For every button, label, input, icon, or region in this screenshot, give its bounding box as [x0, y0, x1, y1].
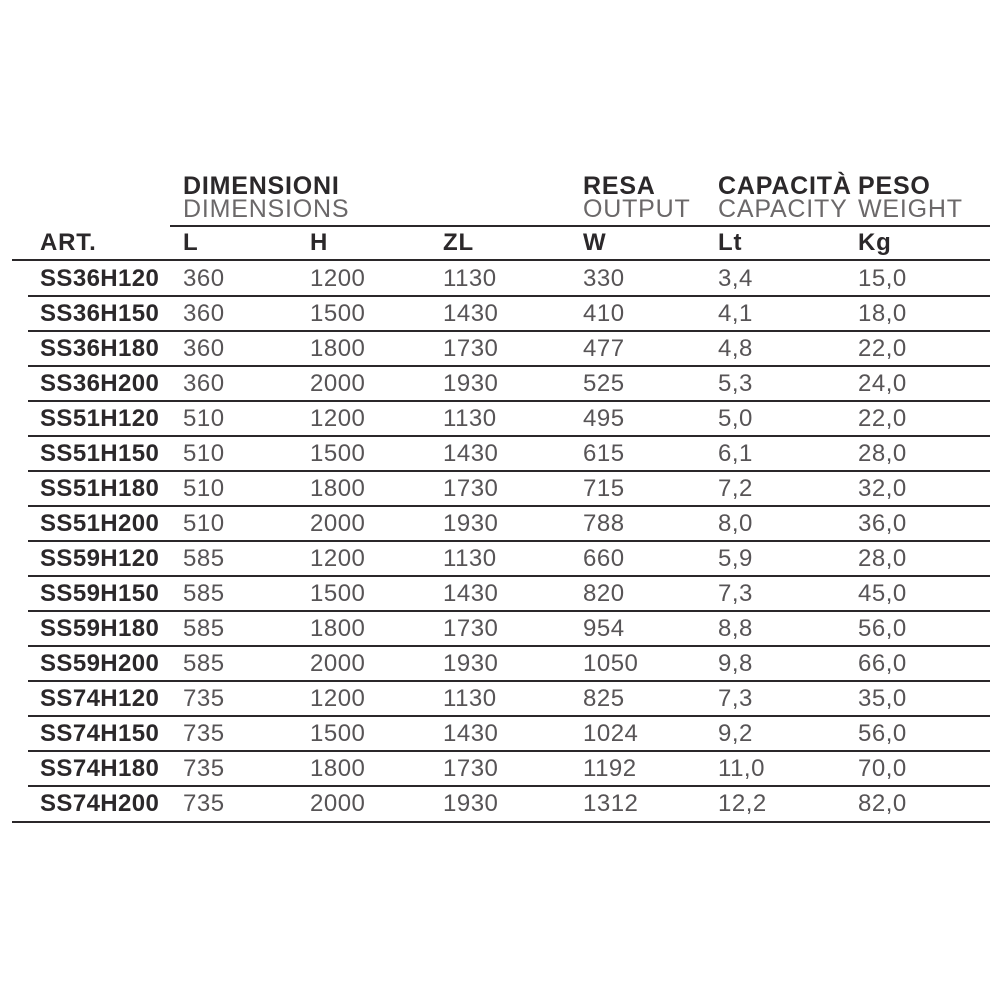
cell-capacity-lt: 8,8: [718, 614, 753, 642]
cell-capacity-lt: 7,3: [718, 684, 753, 712]
cell-weight-kg: 70,0: [858, 754, 907, 782]
column-group-weight: [845, 170, 990, 227]
column-group-dimensions: [170, 170, 570, 227]
cell-output-w: 525: [583, 369, 625, 397]
table-row: [12, 331, 990, 366]
cell-dimension-h: 1200: [310, 264, 366, 292]
table-row: [12, 436, 990, 471]
cell-weight-kg: 22,0: [858, 404, 907, 432]
cell-dimension-zl: 1430: [443, 719, 499, 747]
table-row: [12, 716, 990, 751]
cell-dimension-zl: 1130: [443, 264, 497, 292]
cell-dimension-h: 2000: [310, 649, 366, 677]
cell-dimension-zl: 1430: [443, 579, 499, 607]
cell-article-code: SS59H180: [40, 614, 160, 642]
cell-dimension-l: 585: [183, 579, 225, 607]
cell-dimension-h: 1800: [310, 474, 366, 502]
cell-weight-kg: 35,0: [858, 684, 907, 712]
group-weight-label-it: PESO: [858, 172, 931, 200]
cell-output-w: 1050: [583, 649, 639, 677]
column-header-h: H: [310, 229, 329, 256]
product-spec-table: [12, 170, 990, 823]
cell-capacity-lt: 4,1: [718, 299, 753, 327]
cell-dimension-h: 1800: [310, 754, 366, 782]
cell-dimension-h: 1500: [310, 719, 366, 747]
group-weight-label-en: WEIGHT: [858, 195, 963, 223]
table-row: [12, 646, 990, 681]
column-header-kg: Kg: [858, 229, 892, 256]
cell-capacity-lt: 4,8: [718, 334, 753, 362]
cell-capacity-lt: 9,8: [718, 649, 753, 677]
table-row: [12, 681, 990, 716]
cell-article-code: SS74H150: [40, 719, 160, 747]
cell-dimension-h: 1800: [310, 614, 366, 642]
cell-dimension-h: 1200: [310, 684, 366, 712]
group-dimensions-label-en: DIMENSIONS: [183, 195, 350, 223]
table-row: [12, 401, 990, 436]
cell-weight-kg: 66,0: [858, 649, 907, 677]
column-groups-row: [12, 170, 990, 227]
cell-weight-kg: 22,0: [858, 334, 907, 362]
cell-article-code: SS36H200: [40, 369, 160, 397]
cell-output-w: 495: [583, 404, 625, 432]
cell-output-w: 330: [583, 264, 625, 292]
cell-capacity-lt: 8,0: [718, 509, 753, 537]
cell-dimension-l: 585: [183, 649, 225, 677]
cell-dimension-l: 735: [183, 719, 225, 747]
cell-dimension-zl: 1930: [443, 369, 499, 397]
column-header-w: W: [583, 229, 607, 256]
column-headers-row: [12, 227, 990, 261]
column-group-output: [570, 170, 705, 227]
cell-dimension-h: 2000: [310, 509, 366, 537]
cell-weight-kg: 36,0: [858, 509, 907, 537]
cell-dimension-zl: 1730: [443, 474, 499, 502]
cell-dimension-l: 735: [183, 789, 225, 817]
cell-article-code: SS36H150: [40, 299, 160, 327]
cell-dimension-zl: 1430: [443, 439, 499, 467]
cell-dimension-h: 2000: [310, 789, 366, 817]
cell-weight-kg: 28,0: [858, 439, 907, 467]
cell-output-w: 660: [583, 544, 625, 572]
cell-dimension-l: 360: [183, 334, 225, 362]
cell-dimension-l: 510: [183, 439, 225, 467]
cell-capacity-lt: 12,2: [718, 789, 767, 817]
cell-article-code: SS36H120: [40, 264, 160, 292]
cell-weight-kg: 32,0: [858, 474, 907, 502]
table-row: [12, 786, 990, 821]
cell-capacity-lt: 7,3: [718, 579, 753, 607]
cell-dimension-l: 735: [183, 684, 225, 712]
cell-weight-kg: 28,0: [858, 544, 907, 572]
cell-dimension-h: 2000: [310, 369, 366, 397]
cell-dimension-zl: 1730: [443, 754, 499, 782]
cell-article-code: SS74H180: [40, 754, 160, 782]
cell-article-code: SS74H200: [40, 789, 160, 817]
group-dimensions-label-it: DIMENSIONI: [183, 172, 340, 200]
table-row: [12, 366, 990, 401]
cell-output-w: 788: [583, 509, 625, 537]
table-row: [12, 261, 990, 296]
cell-dimension-h: 1500: [310, 299, 366, 327]
cell-weight-kg: 15,0: [858, 264, 907, 292]
group-output-label-it: RESA: [583, 172, 656, 200]
cell-output-w: 954: [583, 614, 625, 642]
column-header-art: ART.: [40, 229, 97, 256]
cell-dimension-l: 585: [183, 614, 225, 642]
cell-weight-kg: 56,0: [858, 719, 907, 747]
cell-output-w: 1192: [583, 754, 637, 782]
cell-weight-kg: 18,0: [858, 299, 907, 327]
cell-dimension-h: 1800: [310, 334, 366, 362]
group-header-spacer: [12, 170, 170, 227]
cell-capacity-lt: 3,4: [718, 264, 753, 292]
column-group-capacity: [705, 170, 852, 227]
cell-dimension-zl: 1130: [443, 684, 497, 712]
cell-dimension-l: 510: [183, 474, 225, 502]
cell-dimension-l: 510: [183, 404, 225, 432]
cell-article-code: SS51H200: [40, 509, 160, 537]
cell-dimension-zl: 1930: [443, 789, 499, 817]
cell-dimension-l: 735: [183, 754, 225, 782]
cell-output-w: 715: [583, 474, 625, 502]
cell-capacity-lt: 5,9: [718, 544, 753, 572]
cell-dimension-l: 510: [183, 509, 225, 537]
cell-article-code: SS59H120: [40, 544, 160, 572]
cell-dimension-h: 1500: [310, 579, 366, 607]
cell-output-w: 615: [583, 439, 625, 467]
cell-capacity-lt: 9,2: [718, 719, 753, 747]
cell-capacity-lt: 11,0: [718, 754, 765, 782]
cell-article-code: SS51H120: [40, 404, 160, 432]
cell-output-w: 410: [583, 299, 625, 327]
cell-dimension-zl: 1130: [443, 404, 497, 432]
cell-weight-kg: 82,0: [858, 789, 907, 817]
table-row: [12, 296, 990, 331]
table-body: [12, 261, 990, 823]
column-header-zl: ZL: [443, 229, 474, 256]
group-capacity-label-it: CAPACITÀ: [718, 172, 852, 200]
cell-output-w: 1312: [583, 789, 639, 817]
cell-dimension-h: 1500: [310, 439, 366, 467]
table-row: [12, 506, 990, 541]
cell-output-w: 820: [583, 579, 625, 607]
cell-article-code: SS74H120: [40, 684, 160, 712]
cell-weight-kg: 24,0: [858, 369, 907, 397]
table-row: [12, 611, 990, 646]
cell-article-code: SS36H180: [40, 334, 160, 362]
cell-capacity-lt: 5,3: [718, 369, 753, 397]
cell-article-code: SS51H180: [40, 474, 160, 502]
cell-dimension-h: 1200: [310, 404, 366, 432]
cell-dimension-h: 1200: [310, 544, 366, 572]
cell-weight-kg: 56,0: [858, 614, 907, 642]
group-output-label-en: OUTPUT: [583, 195, 691, 223]
cell-output-w: 825: [583, 684, 625, 712]
cell-dimension-zl: 1430: [443, 299, 499, 327]
cell-weight-kg: 45,0: [858, 579, 907, 607]
cell-capacity-lt: 6,1: [718, 439, 753, 467]
column-header-lt: Lt: [718, 229, 743, 256]
cell-output-w: 477: [583, 334, 625, 362]
cell-dimension-l: 360: [183, 264, 225, 292]
cell-dimension-zl: 1730: [443, 614, 499, 642]
cell-article-code: SS59H200: [40, 649, 160, 677]
cell-capacity-lt: 5,0: [718, 404, 753, 432]
cell-dimension-zl: 1730: [443, 334, 499, 362]
table-row: [12, 471, 990, 506]
cell-dimension-zl: 1130: [443, 544, 497, 572]
cell-dimension-l: 360: [183, 369, 225, 397]
cell-dimension-l: 585: [183, 544, 225, 572]
cell-dimension-zl: 1930: [443, 509, 499, 537]
column-header-l: L: [183, 229, 199, 256]
table-row: [12, 541, 990, 576]
cell-article-code: SS51H150: [40, 439, 160, 467]
group-capacity-label-en: CAPACITY: [718, 195, 848, 223]
cell-dimension-zl: 1930: [443, 649, 499, 677]
cell-capacity-lt: 7,2: [718, 474, 753, 502]
table-row: [12, 576, 990, 611]
table-row: [12, 751, 990, 786]
cell-output-w: 1024: [583, 719, 639, 747]
cell-article-code: SS59H150: [40, 579, 160, 607]
cell-dimension-l: 360: [183, 299, 225, 327]
